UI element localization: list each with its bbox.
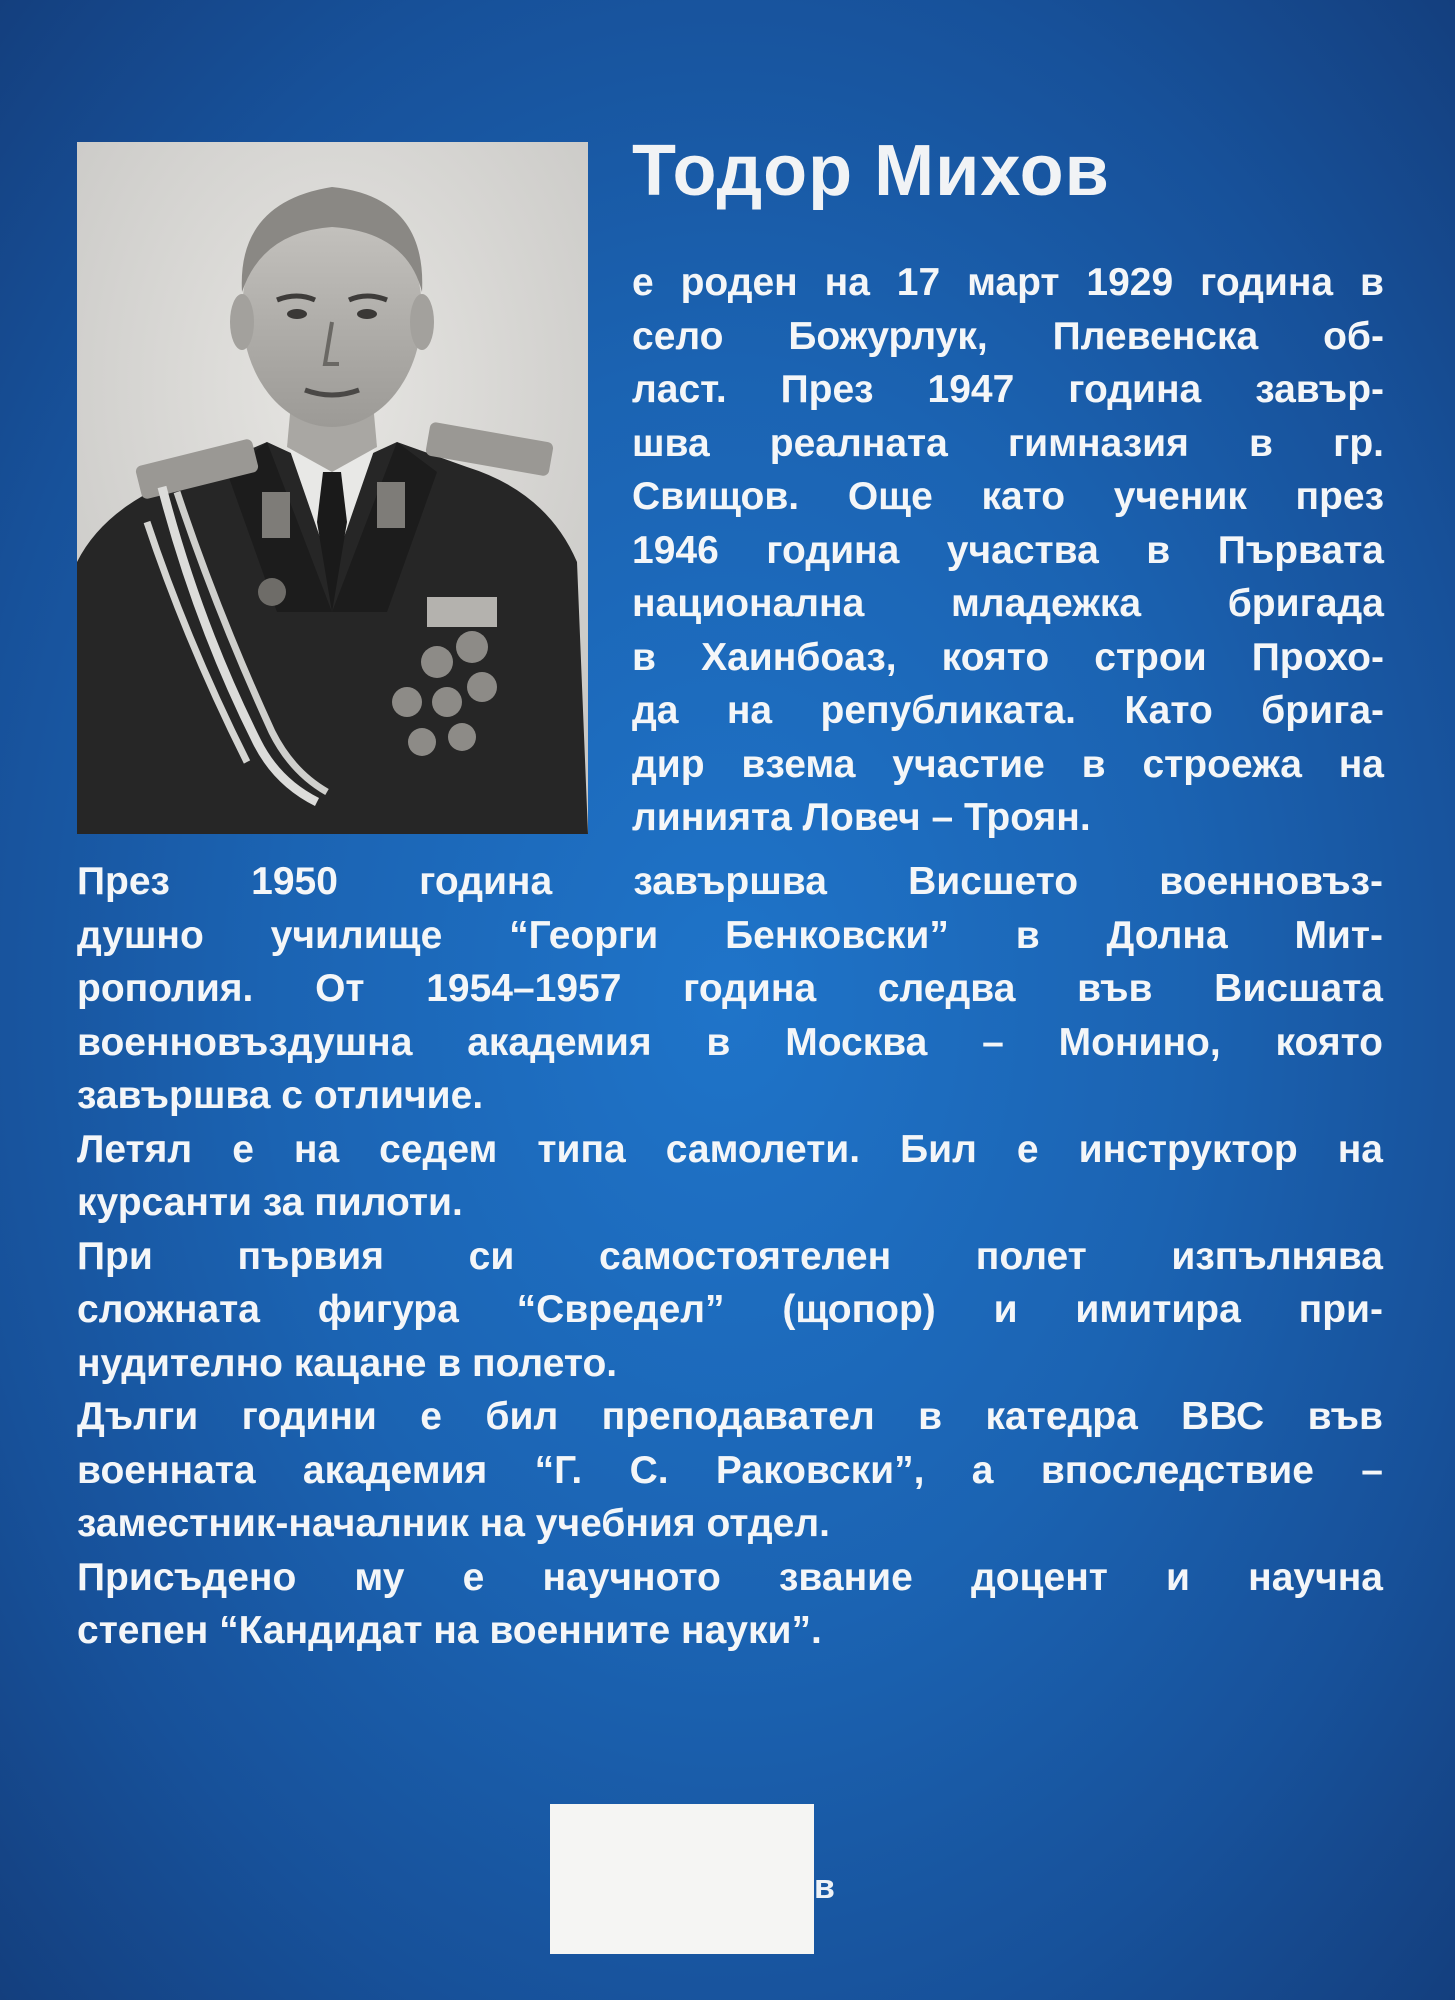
body-line: През 1950 година завършва Висшето военновъз- [77, 860, 1383, 903]
partially-covered-text: в [814, 1868, 835, 1906]
body-line: сложната фигура “Свредел” (щопор) и имитира при- [77, 1288, 1383, 1331]
body-line: военната академия “Г. С. Раковски”, а впоследствие – [77, 1448, 1383, 1492]
body-line: военновъздушна академия в Москва – Монино, която [77, 1020, 1383, 1064]
body-line: степен “Кандидат на военните науки”. [77, 1609, 822, 1652]
intro-line: в Хаинбоаз, която строи Прохо- [632, 635, 1384, 679]
body-line: Дълги години е бил преподавател в катедра ВВС във [77, 1395, 1383, 1438]
body-line: заместник-началник на учебния отдел. [77, 1502, 830, 1545]
portrait-photo-icon [77, 142, 588, 834]
intro-line: е роден на 17 март 1929 година в [632, 261, 1384, 304]
body-line: При първия си самостоятелен полет изпълнява [77, 1234, 1383, 1278]
body-line: Присъдено му е научното звание доцент и научна [77, 1555, 1383, 1599]
intro-line: дир взема участие в строежа на [632, 742, 1384, 786]
barcode-sticker-cover [550, 1804, 814, 1954]
intro-line: линията Ловеч – Троян. [632, 796, 1091, 839]
intro-line: ласт. През 1947 година завър- [632, 368, 1384, 411]
intro-line: 1946 година участва в Първата [632, 528, 1384, 572]
author-portrait-photo [77, 142, 588, 834]
intro-line: да на републиката. Като брига- [632, 689, 1384, 732]
body-line: душно училище “Георги Бенковски” в Долна Мит- [77, 913, 1383, 957]
intro-line: национална младежка бригада [632, 582, 1384, 625]
body-line: рополия. От 1954–1957 година следва във Висшата [77, 967, 1383, 1010]
body-line: курсанти за пилоти. [77, 1181, 463, 1224]
intro-line: шва реалната гимназия в гр. [632, 421, 1384, 465]
body-line: нудително кацане в полето. [77, 1341, 618, 1385]
body-line: Летял е на седем типа самолети. Бил е инструктор на [77, 1127, 1383, 1171]
intro-line: Свищов. Още като ученик през [632, 475, 1384, 518]
body-line: завършва с отличие. [77, 1074, 484, 1117]
intro-paragraph [632, 256, 1384, 845]
intro-line: село Божурлук, Плевенска об- [632, 314, 1384, 358]
biography-body [77, 855, 1383, 1658]
author-name-heading: Тодор Михов [632, 131, 1110, 211]
